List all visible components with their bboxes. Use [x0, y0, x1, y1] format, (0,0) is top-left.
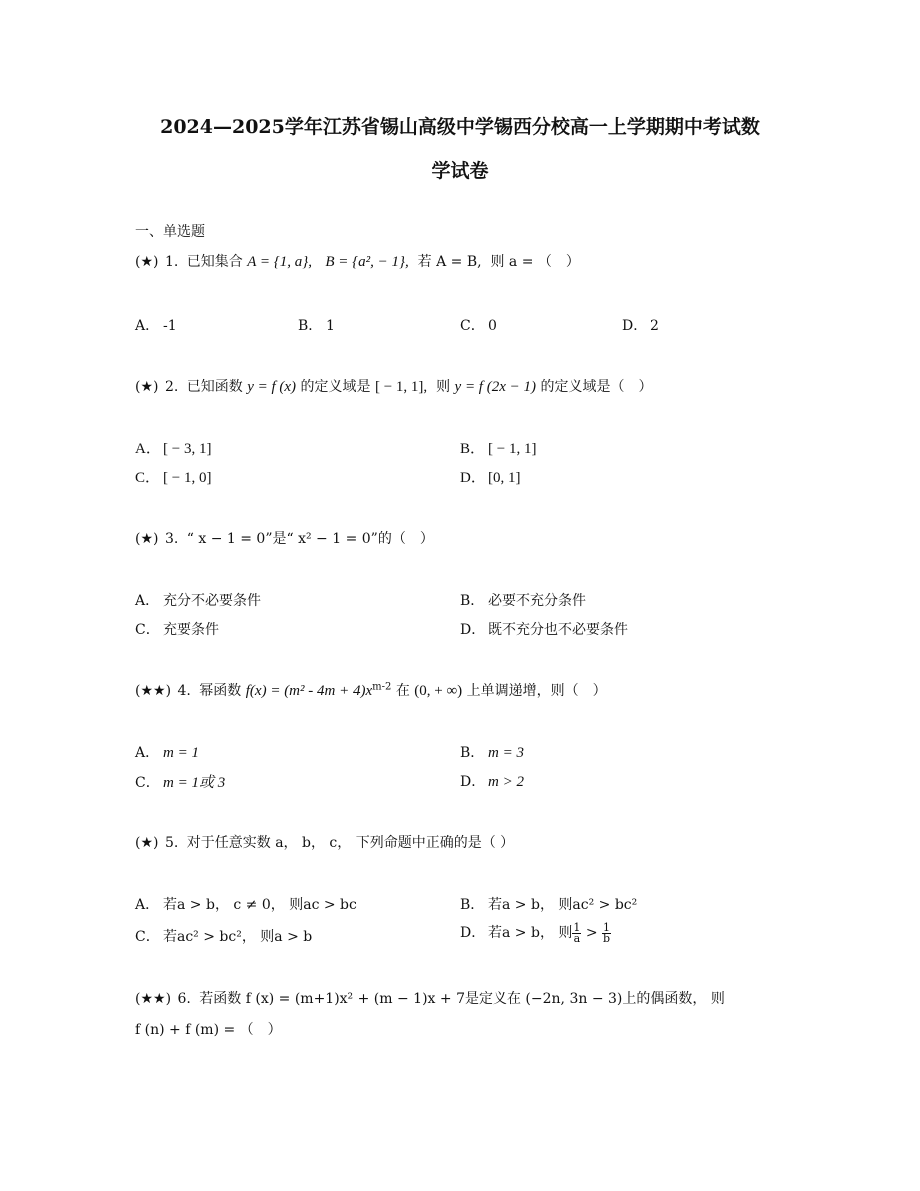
option-a[interactable]	[135, 590, 261, 610]
question-5	[135, 832, 514, 852]
question-text: 对于任意实数 a， b， c， 下列命题中正确的是（ ）	[186, 835, 515, 851]
option-b[interactable]	[460, 742, 524, 762]
option-value: m = 1	[163, 745, 199, 761]
question-text: 幂函数	[199, 683, 242, 699]
question-3	[135, 528, 434, 548]
option-a[interactable]	[135, 315, 177, 335]
option-d[interactable]	[622, 315, 659, 335]
question-number: 1.	[164, 254, 179, 270]
option-value: m = 3	[488, 745, 524, 761]
option-d[interactable]	[460, 771, 524, 791]
question-text: 已知集合	[186, 254, 243, 270]
set-a: A = {1, a},	[247, 254, 312, 270]
question-text: 已知函数	[186, 379, 243, 395]
option-value: [0, 1]	[488, 470, 521, 486]
question-text: 的定义域是	[300, 379, 371, 395]
option-c[interactable]	[135, 771, 225, 792]
question-text: 上单调递增，则（ ）	[466, 683, 607, 699]
option-d[interactable]	[460, 922, 611, 944]
difficulty-stars: (★)	[135, 835, 159, 851]
option-value: 必要不充分条件	[488, 593, 586, 609]
option-value: m = 1或 3	[163, 775, 226, 791]
question-text: 在	[395, 683, 410, 699]
question-number: 2.	[164, 379, 179, 395]
option-label: D．	[622, 318, 648, 334]
option-label: D．	[460, 622, 486, 638]
option-value: [ − 1, 0]	[163, 470, 212, 486]
option-c[interactable]	[460, 315, 497, 335]
exam-title-line1: 2024—2025学年江苏省锡山高级中学锡西分校高一上学期期中考试数	[160, 116, 760, 138]
option-label: A．	[135, 745, 160, 761]
question-text: 若函数 f (x) = (m+1)x² + (m − 1)x + 7是定义在 (−2n, 3n − 3)上的偶函数， 则	[199, 991, 725, 1007]
option-value: -1	[163, 318, 177, 334]
denominator: a	[573, 931, 581, 945]
option-value: 若a > b， 则ac² > bc²	[488, 897, 638, 913]
option-label: C．	[460, 318, 485, 334]
question-4	[135, 680, 607, 700]
question-6-line2: f (n) + f (m) = （ ）	[135, 1022, 282, 1038]
option-label: D．	[460, 925, 486, 941]
function-expr: y = f (2x − 1)	[454, 379, 536, 395]
option-label: D．	[460, 774, 486, 790]
question-text: “ x − 1 = 0”是“ x² − 1 = 0”的（ ）	[186, 531, 434, 547]
option-value: 充要条件	[163, 622, 219, 638]
option-label: A．	[135, 593, 160, 609]
option-value: 若a > b， 则	[488, 925, 573, 941]
option-value: [ − 3, 1]	[163, 441, 212, 457]
option-value: 1	[326, 318, 335, 334]
question-6	[135, 988, 725, 1008]
option-d[interactable]	[460, 619, 628, 639]
question-ask: 则 a = （ ）	[490, 254, 580, 270]
difficulty-stars: (★)	[135, 379, 159, 395]
exponent: m-2	[372, 681, 392, 693]
option-label: C．	[135, 929, 160, 945]
numerator: 1	[573, 920, 581, 934]
option-value: 若a > b， c ≠ 0， 则ac > bc	[163, 897, 357, 913]
option-label: B．	[460, 897, 485, 913]
question-2	[135, 376, 652, 396]
question-number: 6.	[177, 991, 191, 1007]
option-value: 0	[488, 318, 497, 334]
condition: 若 A = B,	[417, 254, 482, 270]
difficulty-stars: (★★)	[135, 683, 172, 699]
option-label: C．	[135, 775, 160, 791]
option-label: B．	[460, 441, 486, 457]
exam-title	[120, 105, 800, 193]
fraction-1-over-a	[572, 920, 581, 945]
option-label: A．	[135, 318, 160, 334]
function-expr: y = f (x)	[247, 379, 297, 395]
option-b[interactable]	[460, 437, 536, 458]
greater-than: >	[585, 925, 598, 941]
difficulty-stars: (★)	[135, 254, 159, 270]
interval: (0, + ∞)	[414, 683, 463, 699]
function-expr: f(x) = (m² - 4m + 4)x	[245, 683, 373, 699]
option-a[interactable]	[135, 894, 357, 914]
question-number: 5.	[164, 835, 179, 851]
option-label: C．	[135, 470, 161, 486]
section-heading: 一、单选题	[135, 224, 205, 240]
option-b[interactable]	[298, 315, 335, 335]
option-label: B．	[298, 318, 323, 334]
numerator: 1	[603, 920, 611, 934]
option-label: A．	[135, 897, 160, 913]
fraction-1-over-b	[602, 920, 611, 945]
domain-interval: [ − 1, 1],	[374, 379, 428, 395]
option-label: B．	[460, 745, 485, 761]
option-a[interactable]	[135, 742, 199, 762]
option-a[interactable]	[135, 437, 211, 458]
difficulty-stars: (★★)	[135, 991, 172, 1007]
option-label: D．	[460, 470, 486, 486]
set-b: B = {a², − 1},	[325, 254, 409, 270]
question-text: 的定义域是（ ）	[540, 379, 653, 395]
option-value: [ − 1, 1]	[488, 441, 537, 457]
option-d[interactable]	[460, 466, 521, 487]
option-label: C．	[135, 622, 160, 638]
question-number: 3.	[164, 531, 179, 547]
option-value: 2	[650, 318, 659, 334]
question-number: 4.	[177, 683, 191, 699]
option-value: m > 2	[488, 774, 524, 790]
option-c[interactable]	[135, 926, 312, 946]
option-b[interactable]	[460, 590, 586, 610]
question-1	[135, 251, 580, 271]
option-value: 充分不必要条件	[163, 593, 261, 609]
option-b[interactable]	[460, 894, 637, 914]
option-value: 既不充分也不必要条件	[488, 622, 628, 638]
exam-title-line2: 学试卷	[431, 160, 489, 182]
difficulty-stars: (★)	[135, 531, 159, 547]
option-value: 若ac² > bc²， 则a > b	[163, 929, 313, 945]
option-label: B．	[460, 593, 485, 609]
option-c[interactable]	[135, 619, 219, 639]
option-label: A．	[135, 441, 161, 457]
denominator: b	[603, 931, 611, 945]
option-c[interactable]	[135, 466, 211, 487]
question-text: 则	[436, 379, 451, 395]
